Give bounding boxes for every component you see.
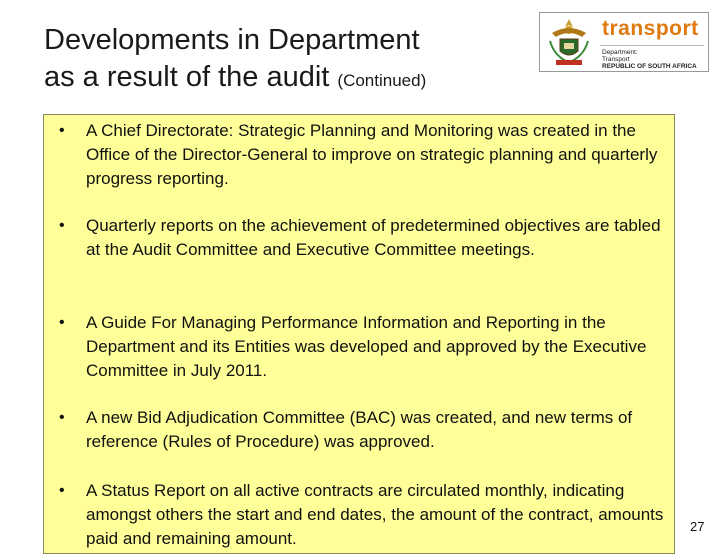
department-logo [539,12,709,72]
slide-title [44,22,524,99]
bullet-marker: • [59,122,65,139]
coat-of-arms-icon [542,15,596,69]
bullet-marker: • [59,482,65,499]
logo-department-name: Transport [602,56,630,63]
slide-title-suffix: (Continued) [337,71,427,90]
bullet-text: Quarterly reports on the achievement of predetermined objectives are tabled at the Audit Committee and Executive Committee meetings. [86,216,661,259]
slide-title-line-2 [44,59,524,99]
bullet-text: A Guide For Managing Performance Information and Reporting in the Department and its Entities was developed and approved by the Executive Committee in July 2011. [86,313,647,380]
slide-title-line-1: Developments in Department [44,24,420,56]
logo-department-label: Department: [602,49,638,56]
logo-divider [600,45,704,46]
content-box [43,114,675,554]
logo-country: REPUBLIC OF SOUTH AFRICA [602,63,697,70]
bullet-text: A new Bid Adjudication Committee (BAC) was created, and new terms of reference (Rules of Procedure) was approved. [86,408,633,451]
bullet-marker: • [59,409,65,426]
bullet-marker: • [59,217,65,234]
slide-title-line-2-text: as a result of the audit [44,61,330,93]
bullet-text: A Chief Directorate: Strategic Planning and Monitoring was created in the Office of the Director-General to improve on strategic planning and quarterly progress reporting. [86,121,658,188]
bullet-marker: • [59,314,65,331]
logo-brand-text: transport [602,17,699,40]
page-number: 27 [690,519,705,534]
bullet-text: A Status Report on all active contracts are circulated monthly, indicating amongst others the start and end dates, the amount of the contract, amounts paid and remaining amount. [86,481,664,548]
